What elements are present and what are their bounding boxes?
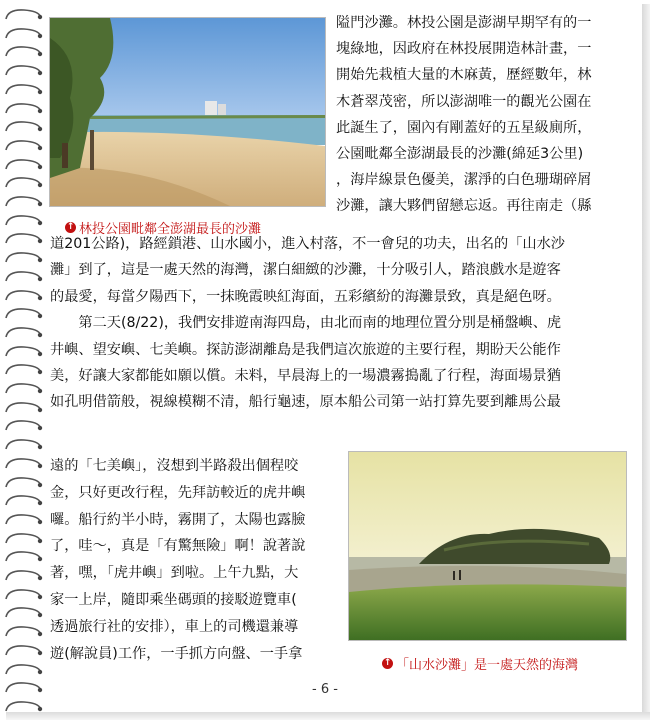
spiral-ring [4,268,44,281]
spiral-ring [4,137,44,150]
beach-photo-image [50,18,325,206]
text-line: 的最愛，每當夕陽西下，一抹晚霞映紅海面，五彩繽紛的海灘景致，真是絕色呀。 [50,288,561,305]
page-number: - 6 - [312,682,338,697]
spiral-ring [4,661,44,674]
caption-1-text: 林投公園毗鄰全澎湖最長的沙灘 [79,222,262,237]
text-line: 金，只好更改行程，先拜訪較近的虎井嶼 [50,484,306,501]
spiral-ring [4,212,44,225]
spiral-ring [4,361,44,374]
text-line: 美，好讓大家都能如願以償。未料，早晨海上的一場濃霧搗亂了行程，海面場景猶 [50,368,561,384]
spiral-ring [4,343,44,356]
page-edge-shadow [642,4,650,720]
spiral-ring [4,287,44,300]
page-bottom-shadow [6,712,650,720]
spiral-ring [4,698,44,711]
island-photo [348,451,627,641]
text-line: 遠的「七美嶼」，沒想到半路殺出個程咬 [50,458,299,474]
text-line: 井嶼、望安嶼、七美嶼。探訪澎湖離島是我們這次旅遊的主要行程，期盼天公能作 [50,341,561,358]
spiral-ring [4,567,44,580]
spiral-ring [4,623,44,636]
text-line: ，海岸線景色優美，潔淨的白色珊瑚碎屑 [336,172,592,189]
spiral-ring [4,380,44,393]
text-line: 如孔明借箭般，視線模糊不清，船行龜速，原本船公司第一站打算先要到離馬公最 [50,394,561,411]
text-line: 此誕生了，園內有剛蓋好的五星級廁所， [336,119,592,136]
spiral-ring [4,511,44,524]
text-line: 公園毗鄰全澎湖最長的沙灘(綿延3公里) [336,146,584,162]
spiral-ring [4,43,44,56]
spiral-ring [4,118,44,131]
spiral-ring [4,642,44,655]
spiral-ring [4,455,44,468]
text-line: 著，嘿，「虎井嶼」到啦。上午九點，大 [50,565,299,582]
island-photo-image [349,452,626,640]
spiral-ring [4,174,44,187]
spiral-ring [4,586,44,599]
spiral-ring [4,100,44,113]
spiral-ring [4,249,44,262]
spiral-ring [4,305,44,318]
text-line: 沙灘，讓大夥們留戀忘返。再往南走（縣 [336,198,592,215]
text-line: 了，哇～，真是「有驚無險」啊！說著說 [50,538,306,555]
spiral-ring [4,156,44,169]
spiral-ring [4,25,44,38]
text-line: 透過旅行社的安排），車上的司機還兼導 [50,618,299,635]
spiral-ring [4,492,44,505]
text-line: 隘門沙灘。林投公園是澎湖早期罕有的一 [336,15,592,31]
spiral-ring [4,604,44,617]
caption-2-text: 「山水沙灘」是一處天然的海灣 [396,658,579,673]
spiral-ring [4,474,44,487]
spiral-ring [4,81,44,94]
text-line: 灘」到了，這是一處天然的海灣，潔白細緻的沙灘，十分吸引人，踏浪戲水是遊客 [50,262,561,279]
text-line: 木蒼翠茂密，所以澎湖唯一的觀光公園在 [336,93,592,110]
photo-caption-2 [382,654,578,673]
text-line: 第二天(8/22)，我們安排遊南海四島，由北而南的地理位置分別是桶盤嶼、虎 [50,315,562,332]
spiral-ring [4,6,44,19]
spiral-ring [4,399,44,412]
spiral-ring [4,230,44,243]
spiral-ring [4,417,44,430]
text-line: 遊(解說員)工作，一手抓方向盤、一手拿 [50,645,303,662]
spiral-ring [4,679,44,692]
arrow-up-icon: ↑ [383,658,392,668]
spiral-ring [4,548,44,561]
spiral-ring [4,62,44,75]
spiral-binding [0,0,46,720]
spiral-ring [4,193,44,206]
arrow-up-icon: ↑ [66,222,75,232]
text-line: 家一上岸，隨即乘坐碼頭的接駁遊覽車( [50,592,297,608]
text-line: 囉。船行約半小時，霧開了，太陽也露臉 [50,511,306,528]
text-line: 道201公路)，路經鎖港、山水國小，進入村落，不一會兒的功夫，出名的「山水沙 [50,236,565,252]
spiral-ring [4,436,44,449]
spiral-ring [4,530,44,543]
spiral-ring [4,324,44,337]
beach-photo [49,17,326,207]
text-line: 開始先栽植大量的木麻黃，歷經數年，林 [336,67,592,84]
text-line: 塊綠地，因政府在林投展開造林計畫，一 [336,41,592,58]
